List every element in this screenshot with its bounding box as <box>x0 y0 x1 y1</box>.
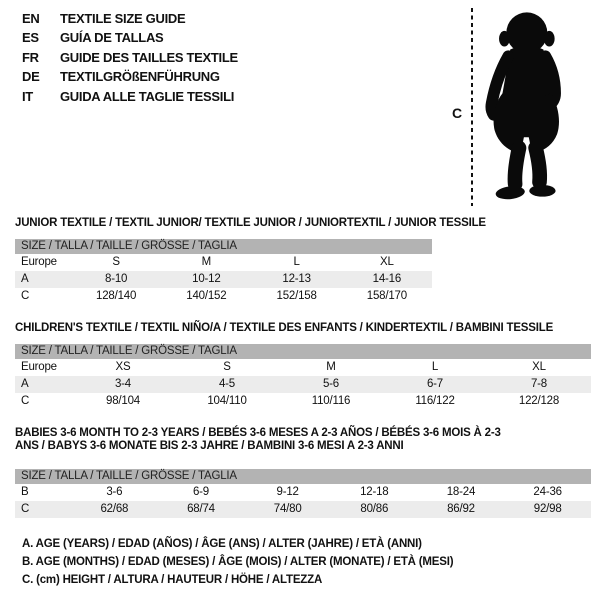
size-value: XL <box>532 361 546 373</box>
size-value: 6-9 <box>192 486 209 498</box>
table-caption: JUNIOR TEXTILE / TEXTIL JUNIOR/ TEXTILE JUNIOR / JUNIORTEXTIL / JUNIOR TESSILE <box>15 217 486 229</box>
language-label: GUIDA ALLE TAGLIE TESSILI <box>60 88 235 104</box>
size-value: 140/152 <box>186 290 227 302</box>
language-label: TEXTILE SIZE GUIDE <box>60 11 186 26</box>
row-label: B <box>21 486 29 498</box>
size-value: 152/158 <box>276 290 317 302</box>
size-value: L <box>293 256 300 268</box>
size-value: 14-16 <box>372 273 402 285</box>
size-value: 24-36 <box>533 486 562 498</box>
size-value: XL <box>380 256 394 268</box>
language-code: FR <box>22 49 39 65</box>
size-header-bar: SIZE / TALLA / TAILLE / GRÖSSE / TAGLIA <box>15 469 591 484</box>
language-label: TEXTILGRÖßENFÜHRUNG <box>60 69 220 85</box>
table-caption: CHILDREN'S TEXTILE / TEXTIL NIÑO/A / TEXTILE DES ENFANTS / KINDERTEXTIL / BAMBINI TESSILE <box>15 322 554 334</box>
table-row <box>15 484 591 501</box>
row-label: Europe <box>21 361 57 373</box>
toddler-silhouette-icon <box>481 4 598 207</box>
size-value: 116/122 <box>415 395 455 407</box>
row-label: C <box>21 503 30 515</box>
size-value: 12-13 <box>282 273 311 285</box>
size-value: M <box>201 256 212 268</box>
size-value: S <box>112 256 120 268</box>
language-code: DE <box>22 69 40 85</box>
size-value: 3-4 <box>114 378 132 390</box>
tables <box>15 217 591 535</box>
language-code: IT <box>22 88 33 104</box>
size-value: 68/74 <box>187 503 215 515</box>
size-value: 12-18 <box>360 486 389 498</box>
row-label: A <box>21 273 29 285</box>
language-row <box>22 67 238 86</box>
footnote-age-months: B. AGE (MONTHS) / EDAD (MESES) / ÂGE (MOIS) / ALTER (MONATE) / ETÀ (MESI) <box>22 556 454 568</box>
size-value: 86/92 <box>447 503 475 515</box>
table-row <box>15 271 432 288</box>
table-row <box>15 376 591 393</box>
size-value: 9-12 <box>276 486 299 498</box>
table-row <box>15 393 591 410</box>
row-label: C <box>21 290 30 302</box>
size-value: 122/128 <box>518 395 560 407</box>
size-value: 7-8 <box>530 378 548 390</box>
size-value: 104/110 <box>207 395 247 407</box>
size-value: XS <box>115 361 131 373</box>
size-value: 8-10 <box>105 273 128 285</box>
size-value: S <box>223 361 231 373</box>
row-label: Europe <box>21 256 57 268</box>
size-value: 3-6 <box>106 486 123 498</box>
size-value: 98/104 <box>106 395 140 407</box>
language-legend <box>22 9 238 106</box>
language-row <box>22 9 238 28</box>
size-table <box>15 254 432 305</box>
size-header-bar: SIZE / TALLA / TAILLE / GRÖSSE / TAGLIA <box>15 344 591 359</box>
table-row <box>15 288 432 305</box>
size-table-section <box>15 322 591 410</box>
size-value: 74/80 <box>273 503 302 515</box>
size-value: M <box>326 361 336 373</box>
language-row <box>22 28 238 47</box>
size-value: 6-7 <box>426 378 444 390</box>
language-code: ES <box>22 30 39 46</box>
footnotes <box>22 535 453 589</box>
language-row <box>22 48 238 67</box>
size-value: 4-5 <box>218 378 236 390</box>
size-value: 110/116 <box>311 395 351 407</box>
footnote-age-years: A. AGE (YEARS) / EDAD (AÑOS) / ÂGE (ANS) / ALTER (JAHRE) / ETÀ (ANNI) <box>22 538 422 550</box>
size-value: L <box>431 361 439 373</box>
table-caption: BABIES 3-6 MONTH TO 2-3 YEARS / BEBÉS 3-6 MESES A 2-3 AÑOS / BÉBÉS 3-6 MOIS À 2-3 ANS / BABYS 3-6 MONATE BIS 2-3 JAHRE / BAMBINI 3-6 MESI A 2-3 ANNI <box>15 427 501 452</box>
language-row <box>22 87 238 106</box>
size-table-section <box>15 427 591 518</box>
size-value: 92/98 <box>533 503 562 515</box>
footnote-height: C. (cm) HEIGHT / ALTURA / HAUTEUR / HÖHE / ALTEZZA <box>22 574 323 586</box>
table-row <box>15 254 432 271</box>
size-value: 158/170 <box>366 290 407 302</box>
size-table-section <box>15 217 486 305</box>
size-value: 10-12 <box>192 273 221 285</box>
size-table <box>15 484 591 518</box>
language-label: GUÍA DE TALLAS <box>60 30 164 46</box>
language-label: GUIDE DES TAILLES TEXTILE <box>60 49 238 65</box>
row-label: A <box>21 378 29 390</box>
row-label: C <box>21 395 30 407</box>
size-value: 5-6 <box>322 378 340 390</box>
height-measure-label: C <box>452 105 463 121</box>
table-row <box>15 359 591 376</box>
size-header-bar: SIZE / TALLA / TAILLE / GRÖSSE / TAGLIA <box>15 239 432 254</box>
height-dashed-line <box>471 8 473 206</box>
table-row <box>15 501 591 518</box>
size-value: 128/140 <box>96 290 137 302</box>
size-value: 80/86 <box>360 503 389 515</box>
size-value: 18-24 <box>446 486 476 498</box>
size-table <box>15 359 591 410</box>
size-value: 62/68 <box>100 503 129 515</box>
language-code: EN <box>22 11 40 26</box>
